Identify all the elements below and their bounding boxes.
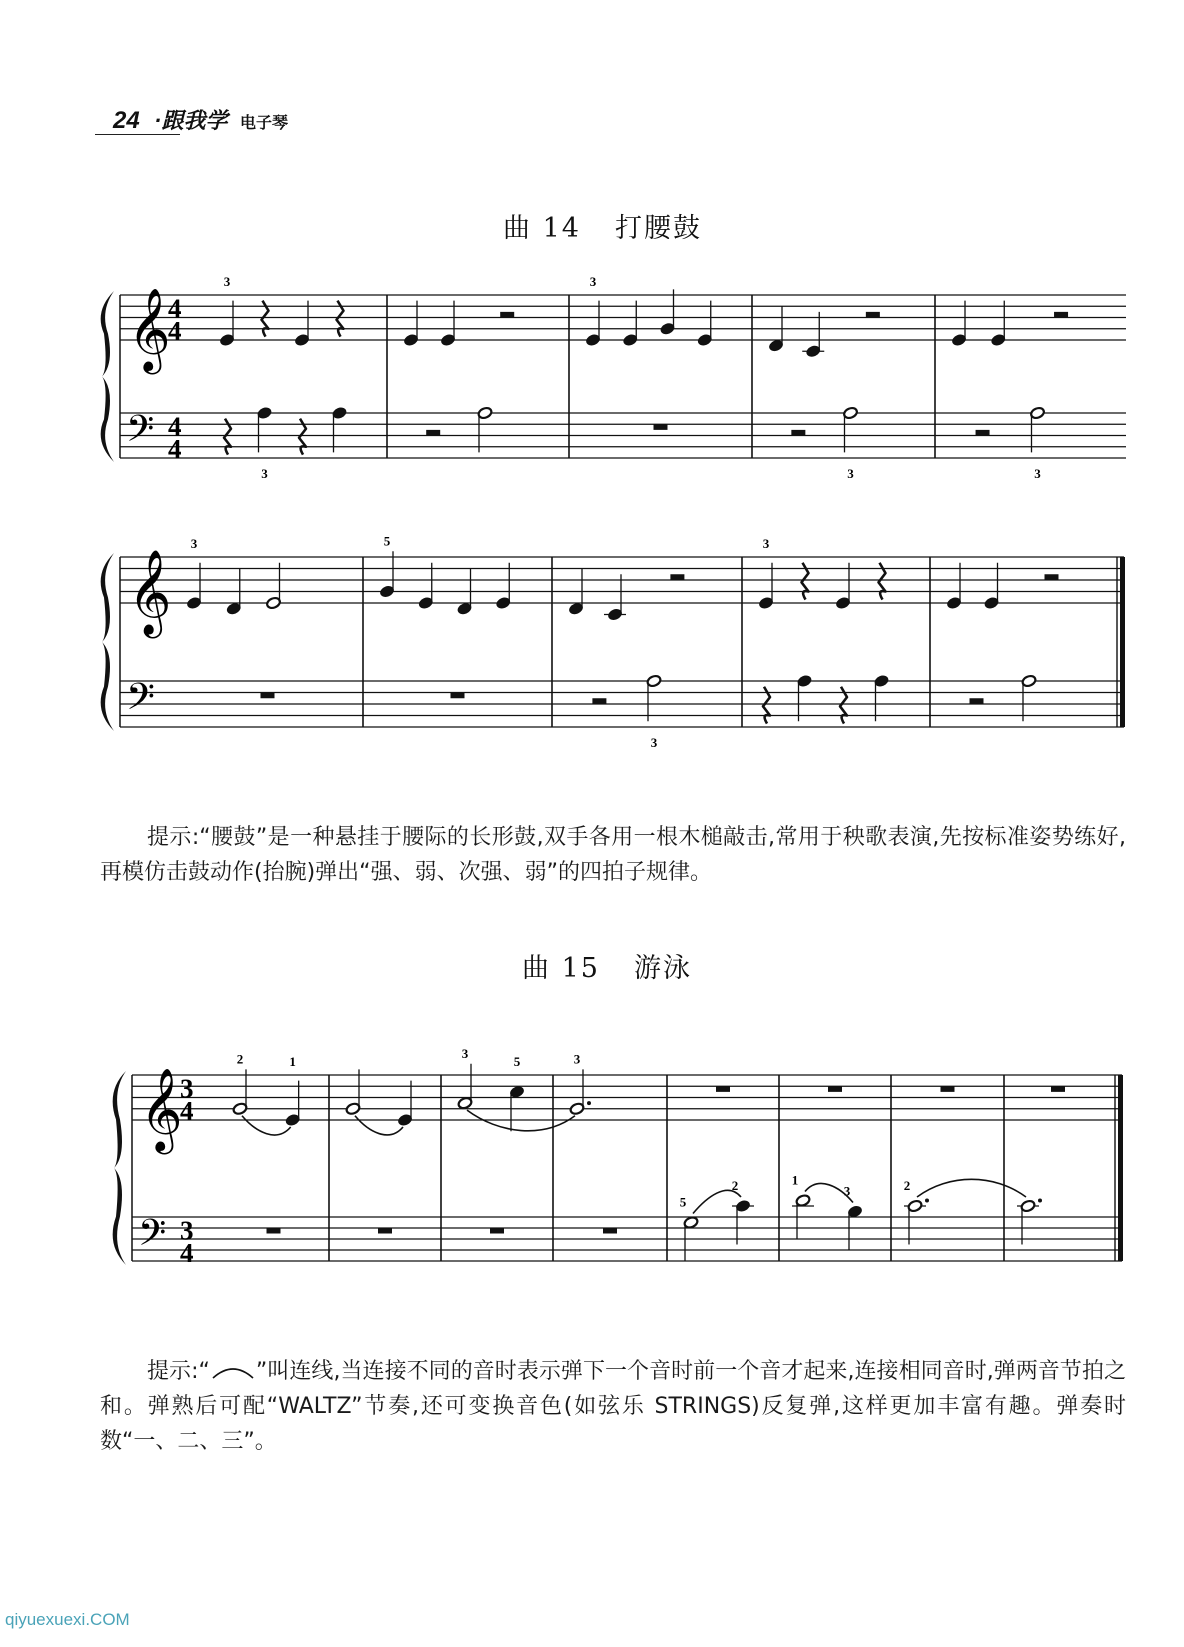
brace-icon — [113, 1071, 126, 1265]
half-rest-icon — [670, 574, 684, 580]
half-rest-icon — [866, 312, 880, 318]
fingering-number: 5 — [513, 1054, 521, 1069]
whole-rest-icon — [941, 1086, 955, 1092]
half-rest-icon — [592, 698, 606, 704]
time-signature-bottom: 4 — [168, 434, 182, 464]
time-signature-bottom: 4 — [168, 316, 182, 346]
time-signature-bottom: 4 — [180, 1096, 194, 1126]
time-signature-bottom: 4 — [180, 1238, 194, 1268]
half-rest-icon — [426, 430, 440, 436]
fingering-number: 3 — [573, 1051, 581, 1067]
final-barline-thick — [1118, 1075, 1123, 1261]
whole-rest-icon — [603, 1228, 617, 1234]
bass-clef-icon: 𝄢 — [126, 674, 155, 728]
fingering-number: 3 — [762, 536, 770, 551]
brace-icon — [101, 553, 114, 731]
half-rest-icon — [976, 430, 990, 436]
whole-rest-icon — [654, 424, 668, 430]
time-signature-top: 3 — [180, 1073, 194, 1104]
treble-clef-icon: 𝄞 — [128, 549, 172, 635]
whole-rest-icon — [490, 1228, 504, 1234]
song14-name: 打腰鼓 — [614, 213, 702, 244]
final-barline-thick — [1120, 557, 1125, 727]
dot — [925, 1199, 929, 1203]
bass-clef-icon: 𝄢 — [126, 407, 155, 459]
song15-number: 曲 15 — [522, 953, 600, 984]
page-number: 24 — [113, 107, 140, 134]
whole-rest-icon — [451, 693, 465, 699]
fingering-number: 3 — [1034, 466, 1041, 481]
book-series: ·跟我学 — [154, 108, 228, 133]
song15-hint — [100, 1354, 1126, 1459]
whole-rest-icon — [378, 1228, 392, 1234]
whole-rest-icon — [261, 693, 275, 699]
whole-rest-icon — [1051, 1086, 1065, 1092]
treble-clef-icon: 𝄞 — [140, 1066, 183, 1151]
half-rest-icon — [970, 698, 984, 704]
fingering-number: 5 — [383, 533, 391, 549]
book-subject: 电子琴 — [239, 115, 288, 132]
fingering-number: 1 — [791, 1172, 799, 1188]
half-rest-icon — [500, 312, 514, 318]
fingering-number: 2 — [236, 1051, 244, 1067]
fingering-number: 3 — [589, 274, 597, 289]
slur — [693, 1190, 741, 1213]
fingering-number: 3 — [461, 1045, 469, 1061]
slur — [355, 1116, 403, 1135]
watermark: qiyuexuexi.COM — [5, 1610, 130, 1629]
slur — [917, 1179, 1026, 1197]
whole-rest-icon — [716, 1086, 730, 1092]
whole-rest-icon — [828, 1086, 842, 1092]
fingering-number: 3 — [223, 274, 231, 289]
brace-icon — [101, 291, 114, 462]
treble-clef-icon: 𝄞 — [128, 286, 171, 371]
dot — [1038, 1199, 1042, 1203]
slur-symbol-icon — [210, 1362, 256, 1382]
dot — [587, 1101, 591, 1105]
half-rest-icon — [791, 430, 805, 436]
fingering-number: 3 — [190, 536, 198, 551]
fingering-number: 5 — [679, 1194, 687, 1210]
hint-prefix: 提示:“ — [147, 1359, 210, 1384]
time-signature-top: 4 — [168, 293, 182, 324]
fingering-number: 1 — [289, 1054, 296, 1069]
bass-clef-icon: 𝄢 — [138, 1211, 167, 1263]
half-rest-icon — [1045, 574, 1059, 580]
fingering-number: 3 — [843, 1183, 851, 1199]
whole-rest-icon — [267, 1228, 281, 1234]
fingering-number: 3 — [261, 466, 268, 481]
slur — [242, 1116, 291, 1135]
hint-rest: ”叫连线,当连接不同的音时表示弹下一个音时前一个音才起来,连接相同音时,弹两音节拍之和。弹熟后可配“WALTZ”节奏,还可变换音色(如弦乐 STRINGS)反复弹,这样更加丰富有趣。弹奏时数“一、二、三”。 — [100, 1359, 1126, 1454]
song14-number: 曲 14 — [503, 213, 581, 244]
time-signature-top: 3 — [180, 1215, 194, 1246]
fingering-number: 3 — [650, 735, 658, 750]
fingering-number: 3 — [847, 466, 854, 481]
song15-name: 游泳 — [633, 953, 692, 984]
time-signature-top: 4 — [168, 411, 182, 442]
half-rest-icon — [1054, 312, 1068, 318]
song14-hint: 提示:“腰鼓”是一种悬挂于腰际的长形鼓,双手各用一根木槌敲击,常用于秧歌表演,先按标准姿势练好,再模仿击鼓动作(抬腕)弹出“强、弱、次强、弱”的四拍子规律。 — [100, 825, 1126, 885]
fingering-number: 2 — [903, 1178, 911, 1193]
fingering-number: 2 — [731, 1178, 739, 1193]
